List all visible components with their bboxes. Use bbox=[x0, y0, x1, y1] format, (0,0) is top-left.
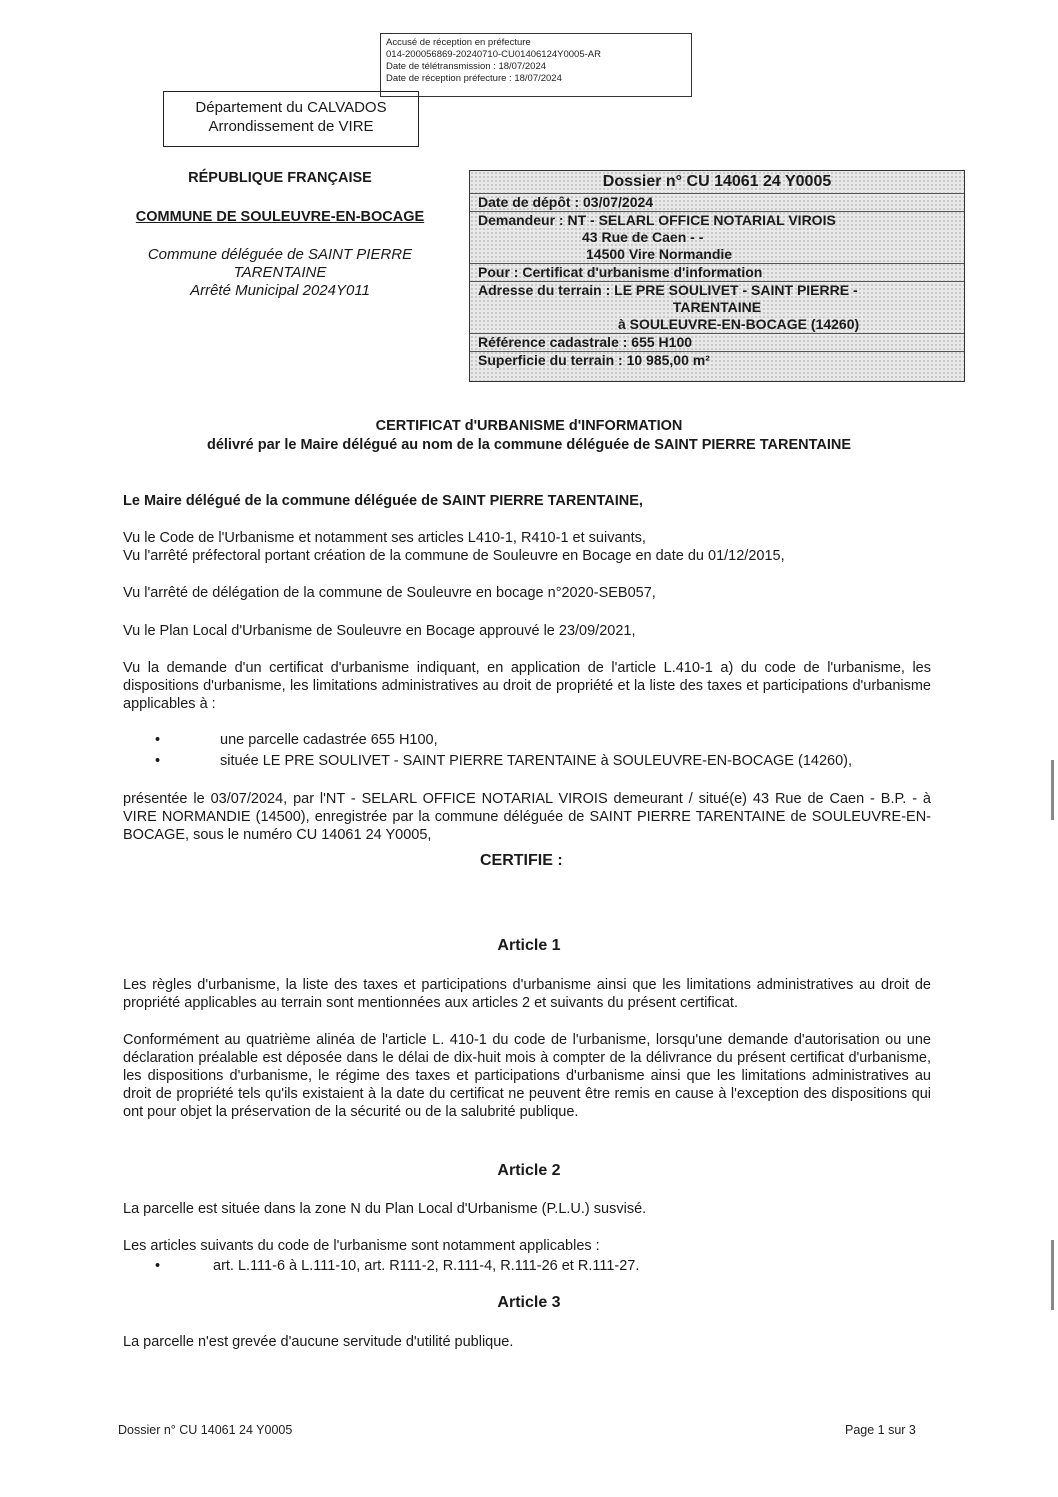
demandeur-line: 14500 Vire Normandie bbox=[586, 246, 733, 262]
scan-edge-mark bbox=[1051, 760, 1054, 820]
bullet-icon: • bbox=[155, 1258, 161, 1274]
adresse-line: à SOULEUVRE-EN-BOCAGE (14260) bbox=[618, 316, 860, 332]
presentee-paragraph: présentée le 03/07/2024, par l'NT - SELARL OFFICE NOTARIAL VIROIS demeurant / situé(e) 43 Rue de Caen - B.P. - à VIRE NORMANDIE (14500), enregistrée par la commune déléguée de SAINT PIERRE TARENTAINE de SOULEUVRE-EN-BOCAGE, sous le numéro CU 14061 24 Y0005, bbox=[123, 791, 931, 843]
stamp-line: Date de télétransmission : 18/07/2024 bbox=[386, 61, 547, 72]
article-2-title: Article 2 bbox=[497, 1162, 561, 1179]
bullet-icon: • bbox=[155, 753, 161, 769]
article-2-paragraph: Les articles suivants du code de l'urbanisme sont notamment applicables : bbox=[123, 1238, 600, 1254]
stamp-line: Accusé de réception en préfecture bbox=[386, 37, 531, 48]
list-item-text: art. L.111-6 à L.111-10, art. R111-2, R.111-4, R.111-26 et R.111-27. bbox=[213, 1258, 640, 1274]
reference-cadastrale: Référence cadastrale : 655 H100 bbox=[470, 334, 964, 352]
reception-stamp bbox=[380, 33, 692, 97]
dossier-box bbox=[469, 170, 965, 382]
list-item-text: une parcelle cadastrée 655 H100, bbox=[220, 732, 438, 748]
stamp-line: 014-200056869-20240710-CU01406124Y0005-AR bbox=[386, 49, 601, 60]
arrondissement-name: Arrondissement de VIRE bbox=[208, 118, 374, 135]
bullet-icon: • bbox=[155, 732, 161, 748]
adresse-terrain bbox=[470, 282, 964, 334]
date-depot: Date de dépôt : 03/07/2024 bbox=[470, 194, 964, 212]
demandeur bbox=[470, 212, 964, 264]
pour: Pour : Certificat d'urbanisme d'information bbox=[470, 264, 964, 282]
superficie: Superficie du terrain : 10 985,00 m² bbox=[478, 352, 710, 368]
department-name: Département du CALVADOS bbox=[195, 99, 387, 116]
delegated-line: TARENTAINE bbox=[233, 264, 327, 281]
vu-delegation: Vu l'arrêté de délégation de la commune de Souleuvre en bocage n°2020-SEB057, bbox=[123, 585, 656, 601]
article-3-paragraph: La parcelle n'est grevée d'aucune servitude d'utilité publique. bbox=[123, 1334, 514, 1350]
article-1-title: Article 1 bbox=[497, 937, 561, 954]
article-1-paragraph: Les règles d'urbanisme, la liste des taxes et participations d'urbanisme ainsi que les limitations administratives au droit de propriété applicables au terrain sont mentionnées aux articles 2 et suivants du présent certificat. bbox=[123, 977, 931, 1011]
article-3-title: Article 3 bbox=[497, 1294, 561, 1311]
article-2-paragraph: La parcelle est située dans la zone N du Plan Local d'Urbanisme (P.L.U.) susvisé. bbox=[123, 1201, 647, 1217]
footer-dossier: Dossier n° CU 14061 24 Y0005 bbox=[118, 1423, 293, 1437]
arrete-number: Arrêté Municipal 2024Y011 bbox=[190, 282, 370, 299]
commune-heading: COMMUNE DE SOULEUVRE-EN-BOCAGE bbox=[135, 209, 425, 225]
vu-arrete-prefectoral: Vu l'arrêté préfectoral portant création de la commune de Souleuvre en Bocage en date du 01/12/2015, bbox=[123, 548, 785, 564]
adresse-line: TARENTAINE bbox=[672, 299, 762, 315]
vu-code: Vu le Code de l'Urbanisme et notamment ses articles L410-1, R410-1 et suivants, bbox=[123, 530, 646, 546]
scan-edge-mark bbox=[1051, 1240, 1054, 1310]
stamp-line: Date de réception préfecture : 18/07/2024 bbox=[386, 73, 562, 84]
adresse-line: Adresse du terrain : LE PRE SOULIVET - SAINT PIERRE - bbox=[478, 282, 858, 298]
certificate-title: CERTIFICAT d'URBANISME d'INFORMATION bbox=[375, 418, 683, 434]
list-item bbox=[155, 731, 935, 749]
demandeur-line: Demandeur : NT - SELARL OFFICE NOTARIAL VIROIS bbox=[478, 212, 836, 228]
list-item bbox=[155, 1257, 935, 1275]
department-box bbox=[163, 91, 419, 147]
list-item-text: située LE PRE SOULIVET - SAINT PIERRE TARENTAINE à SOULEUVRE-EN-BOCAGE (14260), bbox=[220, 753, 853, 769]
delegated-line: Commune déléguée de SAINT PIERRE bbox=[147, 246, 413, 263]
republic-heading: RÉPUBLIQUE FRANÇAISE bbox=[188, 170, 372, 186]
list-item bbox=[155, 752, 935, 770]
certificate-subtitle: délivré par le Maire délégué au nom de la commune déléguée de SAINT PIERRE TARENTAINE bbox=[206, 437, 852, 453]
dossier-number: Dossier n° CU 14061 24 Y0005 bbox=[470, 171, 964, 194]
vu-demande: Vu la demande d'un certificat d'urbanisme indiquant, en application de l'article L.410-1 a) du code de l'urbanisme, les dispositions d'urbanisme, les limitations administratives au droit de propriété et la liste des taxes et participations d'urbanisme applicables à : bbox=[123, 660, 931, 712]
article-1-paragraph: Conformément au quatrième alinéa de l'article L. 410-1 du code de l'urbanisme, lorsqu'une demande d'autorisation ou une déclaration préalable est déposée dans le délai de dix-huit mois à compter de la délivrance du présent certificat d'urbanisme, les dispositions d'urbanisme, le régime des taxes et participations d'urbanisme ainsi que les limitations administratives au droit de propriété tels qu'ils existaient à la date du certificat ne peuvent être remis en cause à l'exception des dispositions qui ont pour objet la préservation de la sécurité ou de la salubrité publique. bbox=[123, 1032, 931, 1120]
maire-line: Le Maire délégué de la commune déléguée de SAINT PIERRE TARENTAINE, bbox=[123, 493, 643, 509]
page-number: Page 1 sur 3 bbox=[845, 1423, 916, 1437]
vu-plu: Vu le Plan Local d'Urbanisme de Souleuvre en Bocage approuvé le 23/09/2021, bbox=[123, 623, 636, 639]
certifie-heading: CERTIFIE : bbox=[480, 852, 563, 869]
demandeur-line: 43 Rue de Caen - - bbox=[582, 229, 704, 245]
delegated-commune bbox=[120, 246, 440, 300]
